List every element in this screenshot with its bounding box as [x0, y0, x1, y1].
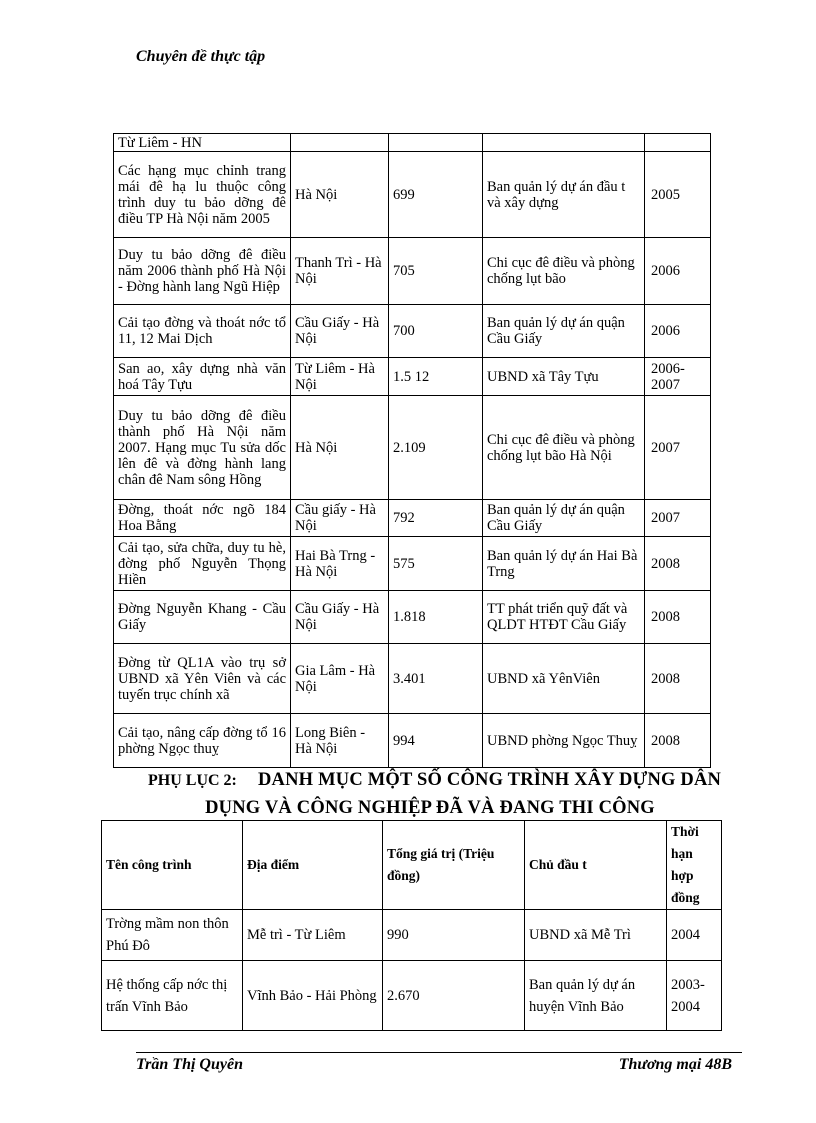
header-location: Địa điểm [243, 821, 383, 910]
location-cell: Cầu Giấy - Hà Nội [291, 305, 389, 358]
footer-author: Trần Thị Quyên [136, 1056, 243, 1073]
project-name-cell: Đờng, thoát nớc ngõ 184 Hoa Bằng [114, 500, 291, 537]
period-cell: 2003-2004 [667, 961, 722, 1031]
location-cell [291, 134, 389, 152]
value-cell: 1.818 [389, 591, 483, 644]
value-cell: 2.670 [383, 961, 525, 1031]
project-name-cell: Cải tạo, sửa chữa, duy tu hè, đờng phố Nguyễn Thọng Hiền [114, 537, 291, 591]
table-row [114, 238, 711, 305]
location-cell: Cầu Giấy - Hà Nội [291, 591, 389, 644]
table-row [114, 134, 711, 152]
location-cell: Hà Nội [291, 152, 389, 238]
table-row [102, 910, 722, 961]
project-name-cell: Đờng Nguyễn Khang - Cầu Giấy [114, 591, 291, 644]
value-cell: 1.5 12 [389, 358, 483, 396]
project-name-cell: Đờng từ QL1A vào trụ sở UBND xã Yên Viên và các tuyến trục chính xã [114, 644, 291, 714]
appendix-label: PHỤ LỤC 2: [148, 772, 237, 789]
owner-cell: Chi cục đê điều và phòng chống lụt bão Hà Nội [483, 396, 645, 500]
table-row [114, 358, 711, 396]
location-cell: Vĩnh Bảo - Hải Phòng [243, 961, 383, 1031]
table-header-row [102, 821, 722, 910]
appendix-title-line1: DANH MỤC MỘT SỐ CÔNG TRÌNH XÂY DỰNG DÂN [258, 770, 722, 790]
value-cell: 990 [383, 910, 525, 961]
value-cell: 705 [389, 238, 483, 305]
table-row [114, 152, 711, 238]
location-cell: Gia Lâm - Hà Nội [291, 644, 389, 714]
year-cell: 2008 [645, 714, 711, 768]
owner-cell: Ban quản lý dự án quận Cầu Giấy [483, 500, 645, 537]
project-name-cell: Từ Liêm - HN [114, 134, 291, 152]
year-cell: 2008 [645, 644, 711, 714]
project-name-cell: Cải tạo, nâng cấp đờng tổ 16 phờng Ngọc thuỵ [114, 714, 291, 768]
owner-cell: Chi cục đê điều và phòng chống lụt bão [483, 238, 645, 305]
location-cell: Thanh Trì - Hà Nội [291, 238, 389, 305]
location-cell: Hai Bà Trng - Hà Nội [291, 537, 389, 591]
owner-cell: Ban quản lý dự án huyện Vĩnh Bảo [525, 961, 667, 1031]
location-cell: Hà Nội [291, 396, 389, 500]
project-name-cell: Duy tu bảo dỡng đê điều thành phố Hà Nội năm 2007. Hạng mục Tu sửa dốc lên đê và đờng hành lang chân đê Nam sông Hồng [114, 396, 291, 500]
owner-cell: Ban quản lý dự án quận Cầu Giấy [483, 305, 645, 358]
appendix-title-line2: DỤNG VÀ CÔNG NGHIỆP ĐÃ VÀ ĐANG THI CÔNG [205, 798, 655, 818]
header-total-value: Tổng giá trị (Triệu đồng) [383, 821, 525, 910]
project-name-cell: San ao, xây dựng nhà văn hoá Tây Tựu [114, 358, 291, 396]
header-investor: Chủ đầu t [525, 821, 667, 910]
value-cell: 994 [389, 714, 483, 768]
owner-cell: UBND xã Mễ Trì [525, 910, 667, 961]
project-name-cell: Các hạng mục chỉnh trang mái đê hạ lu thuộc công trình duy tu bảo dỡng đê điều TP Hà Nội năm 2005 [114, 152, 291, 238]
value-cell: 2.109 [389, 396, 483, 500]
location-cell: Từ Liêm - Hà Nội [291, 358, 389, 396]
owner-cell: UBND xã YênViên [483, 644, 645, 714]
year-cell: 2006-2007 [645, 358, 711, 396]
owner-cell [483, 134, 645, 152]
table-row [114, 396, 711, 500]
year-cell: 2008 [645, 591, 711, 644]
table-row [114, 305, 711, 358]
location-cell: Mễ trì - Từ Liêm [243, 910, 383, 961]
table-row [114, 714, 711, 768]
owner-cell: UBND phờng Ngọc Thuỵ [483, 714, 645, 768]
project-name-cell: Hệ thống cấp nớc thị trấn Vĩnh Bảo [102, 961, 243, 1031]
value-cell: 3.401 [389, 644, 483, 714]
project-name-cell: Trờng mầm non thôn Phú Đô [102, 910, 243, 961]
owner-cell: Ban quản lý dự án đầu t và xây dựng [483, 152, 645, 238]
project-name-cell: Cải tạo đờng và thoát nớc tổ 11, 12 Mai Dịch [114, 305, 291, 358]
value-cell [389, 134, 483, 152]
value-cell: 575 [389, 537, 483, 591]
location-cell: Cầu giấy - Hà Nội [291, 500, 389, 537]
owner-cell: TT phát triển quỹ đất và QLDT HTĐT Cầu Giấy [483, 591, 645, 644]
project-name-cell: Duy tu bảo dỡng đê điều năm 2006 thành phố Hà Nội - Đờng hành lang Ngũ Hiệp [114, 238, 291, 305]
year-cell: 2007 [645, 500, 711, 537]
year-cell: 2008 [645, 537, 711, 591]
page-header-title: Chuyên đề thực tập [136, 48, 266, 65]
table-row [114, 644, 711, 714]
location-cell: Long Biên - Hà Nội [291, 714, 389, 768]
header-project-name: Tên công trình [102, 821, 243, 910]
projects-table [113, 133, 711, 768]
year-cell: 2006 [645, 238, 711, 305]
footer-class: Thương mại 48B [618, 1056, 732, 1073]
table-row [114, 591, 711, 644]
year-cell [645, 134, 711, 152]
footer-divider [136, 1052, 742, 1053]
header-contract-period: Thời hạn hợp đồng [667, 821, 722, 910]
period-cell: 2004 [667, 910, 722, 961]
table-row [102, 961, 722, 1031]
owner-cell: Ban quản lý dự án Hai Bà Trng [483, 537, 645, 591]
value-cell: 699 [389, 152, 483, 238]
owner-cell: UBND xã Tây Tựu [483, 358, 645, 396]
appendix-table [101, 820, 722, 1031]
table-row [114, 500, 711, 537]
year-cell: 2005 [645, 152, 711, 238]
year-cell: 2006 [645, 305, 711, 358]
table-row [114, 537, 711, 591]
value-cell: 792 [389, 500, 483, 537]
year-cell: 2007 [645, 396, 711, 500]
value-cell: 700 [389, 305, 483, 358]
